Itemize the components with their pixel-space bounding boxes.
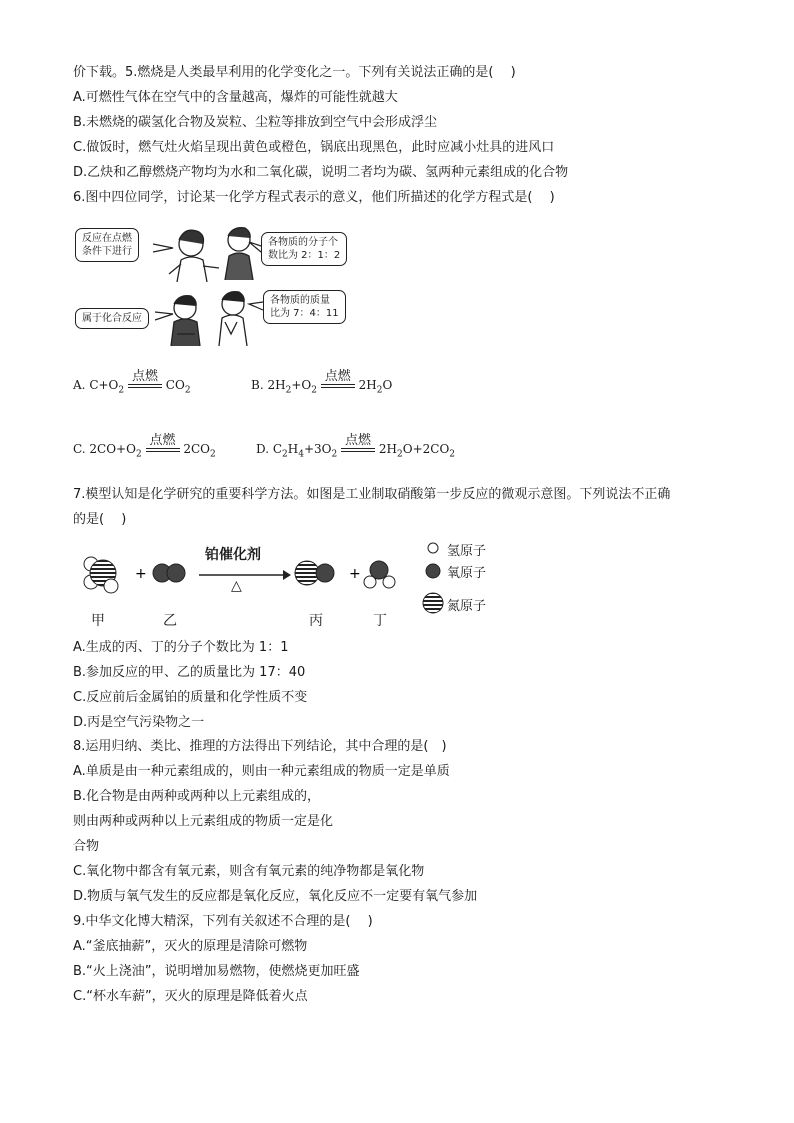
q8-option-b-line-1: B.化合物是由两种或两种以上元素组成的，: [73, 789, 321, 804]
q7-reaction-diagram: [73, 540, 503, 632]
option-d-products: $2H_2O+2CO_2$: [378, 442, 456, 460]
option-c-label: C.: [73, 442, 86, 456]
option-c-products: $2CO_2$: [183, 442, 216, 460]
q9-stem: 9.中华文化博大精深，下列有关叙述不合理的是( ): [73, 914, 373, 929]
option-a-label: A.: [73, 378, 86, 392]
option-c-yields: [146, 433, 180, 456]
plus-sign-1: +: [135, 566, 147, 582]
q7-stem-line-2: 的是( ): [73, 512, 127, 527]
heat-symbol: △: [231, 578, 242, 594]
option-d-yields: [341, 433, 375, 456]
q8-option-d: D.物质与氧气发生的反应都是氧化反应，氧化反应不一定要有氧气参加: [73, 889, 478, 904]
plus-sign-2: +: [349, 566, 361, 582]
option-b-label: B.: [251, 378, 264, 392]
bubble-2-line-1: 各物质的分子个: [268, 237, 338, 248]
q8-option-b-line-3: 合物: [73, 839, 100, 854]
q7-option-b: B.参加反应的甲、乙的质量比为 17：40: [73, 665, 306, 680]
speech-bubble-molecule-ratio: [261, 232, 347, 266]
q5-option-a: A.可燃性气体在空气中的含量越高，爆炸的可能性就越大: [73, 90, 398, 105]
bubble-1-line-2: 条件下进行: [82, 246, 132, 257]
option-a-reactants: $C+O_2$: [89, 378, 125, 396]
q8-option-c: C.氧化物中都含有氧元素，则含有氧元素的纯净物都是氧化物: [73, 864, 425, 879]
speech-bubble-reaction-type: [75, 308, 149, 329]
q5-option-b: B.未燃烧的碳氢化合物及炭粒、尘粒等排放到空气中会形成浮尘: [73, 115, 438, 130]
q6-option-c: [73, 433, 216, 460]
q6-option-b: [251, 369, 393, 396]
option-c-condition: 点燃: [149, 433, 176, 448]
molecule-bing: [295, 561, 334, 585]
q6-stem: 6.图中四位同学，讨论某一化学方程式表示的意义，他们所描述的化学方程式是( ): [73, 190, 555, 205]
label-ding: 丁: [373, 613, 387, 629]
q6-option-d: [256, 433, 456, 460]
label-jia: 甲: [91, 613, 105, 629]
q7-stem-line-1: 7.模型认知是化学研究的重要科学方法。如图是工业制取硝酸第一步反应的微观示意图。下列说法不正确: [73, 487, 671, 502]
q7-option-d: D.丙是空气污染物之一: [73, 715, 205, 730]
q8-option-b-line-2: 则由两种或两种以上元素组成的物质一定是化: [73, 814, 334, 829]
legend-n-label: 氮原子: [447, 599, 487, 614]
molecule-jia: [84, 557, 118, 593]
q6-option-a: [73, 369, 191, 396]
option-d-reactants: $C_2H_4+3O_2$: [272, 442, 338, 460]
bubble-4-line-1: 各物质的质量: [270, 295, 330, 306]
option-b-products: $2H_2O$: [358, 378, 393, 396]
label-bing: 丙: [309, 613, 323, 629]
option-d-condition: 点燃: [345, 433, 372, 448]
legend-o-icon: [426, 564, 440, 578]
q9-option-c: C.“杯水车薪”，灭火的原理是降低着火点: [73, 989, 308, 1004]
catalyst-label: 铂催化剂: [205, 547, 261, 563]
option-d-label: D.: [256, 442, 270, 456]
q6-discussion-figure: [73, 222, 363, 350]
option-a-yields: [128, 369, 162, 392]
bubble-1-line-1: 反应在点燃: [82, 233, 132, 244]
option-b-reactants: $2H_2+O_2$: [267, 378, 317, 396]
q7-option-a: A.生成的丙、丁的分子个数比为 1：1: [73, 640, 289, 655]
q9-option-b: B.“火上浇油”，说明增加易燃物，使燃烧更加旺盛: [73, 964, 360, 979]
bubble-3-line-1: 属于化合反应: [82, 313, 142, 324]
label-yi: 乙: [163, 613, 177, 629]
bubble-4-line-2: 比为 7：4：11: [270, 308, 339, 319]
bubble-2-line-2: 数比为 2：1：2: [268, 250, 341, 261]
option-b-condition: 点燃: [324, 369, 351, 384]
option-a-condition: 点燃: [131, 369, 158, 384]
legend-h-label: 氢原子: [447, 544, 487, 559]
q5-option-d: D.乙炔和乙醇燃烧产物均为水和二氧化碳，说明二者均为碳、氢两种元素组成的化合物: [73, 165, 569, 180]
legend-o-label: 氧原子: [447, 566, 487, 581]
legend-h-icon: [428, 543, 438, 553]
legend-n-icon: [423, 593, 443, 613]
molecule-ding: [364, 561, 395, 588]
option-b-yields: [321, 369, 355, 392]
q5-option-c: C.做饭时，燃气灶火焰呈现出黄色或橙色，锅底出现黑色，此时应减小灶具的进风口: [73, 140, 555, 155]
molecule-diagram: [73, 540, 503, 632]
q5-stem: 价下载。5.燃烧是人类最早利用的化学变化之一。下列有关说法正确的是( ): [73, 65, 516, 80]
molecule-yi: [153, 564, 185, 582]
speech-bubble-mass-ratio: [263, 290, 346, 324]
option-a-products: $CO_2$: [165, 378, 191, 396]
q8-stem: 8.运用归纳、类比、推理的方法得出下列结论，其中合理的是( ): [73, 739, 447, 754]
speech-bubble-condition: [75, 228, 139, 262]
option-c-reactants: $2CO+O_2$: [89, 442, 142, 460]
q8-option-a: A.单质是由一种元素组成的，则由一种元素组成的物质一定是单质: [73, 764, 450, 779]
q7-option-c: C.反应前后金属铂的质量和化学性质不变: [73, 690, 308, 705]
q9-option-a: A.“釜底抽薪”，灭火的原理是清除可燃物: [73, 939, 308, 954]
